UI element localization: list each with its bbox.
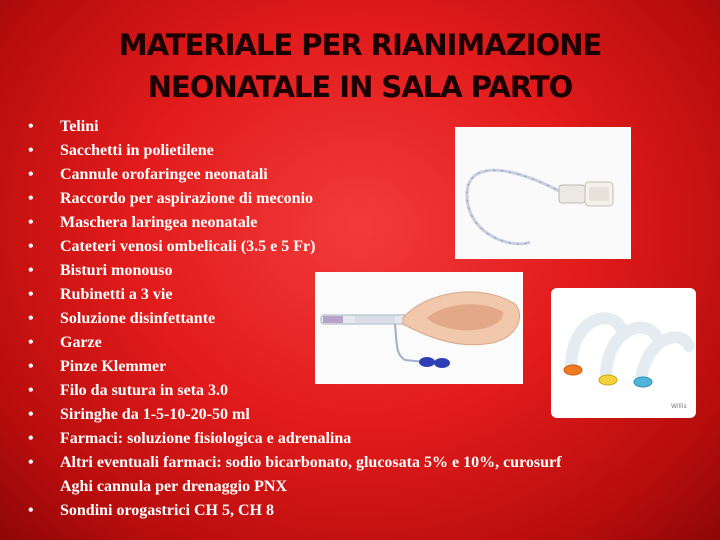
list-item xyxy=(28,451,561,475)
list-item-text: Altri eventuali farmaci: sodio bicarbonato, glucosata 5% e 10%, curosurf xyxy=(60,454,562,471)
bullet: • xyxy=(28,286,34,303)
list-item-text: Raccordo per aspirazione di meconio xyxy=(60,190,314,207)
list-item-text: Aghi cannula per drenaggio PNX xyxy=(60,478,287,495)
bullet: • xyxy=(28,142,34,159)
list-item-text: Garze xyxy=(60,334,102,351)
list-item-text: Maschera laringea neonatale xyxy=(60,214,258,231)
bullet: • xyxy=(28,334,34,351)
list-item xyxy=(28,427,561,451)
list-item-text: Sacchetti in polietilene xyxy=(60,142,214,159)
airways-image xyxy=(551,288,696,418)
bullet: • xyxy=(28,238,34,255)
list-item-text: Cateteri venosi ombelicali (3.5 e 5 Fr) xyxy=(60,238,316,255)
title-line-1: MATERIALE PER RIANIMAZIONE xyxy=(118,28,602,62)
bullet: • xyxy=(28,454,34,471)
bullet: • xyxy=(28,310,34,327)
title-line-2: NEONATALE IN SALA PARTO xyxy=(147,70,573,104)
list-item xyxy=(28,403,561,427)
list-item-text: Farmaci: soluzione fisiologica e adrenalina xyxy=(60,430,352,447)
list-item-text: Siringhe da 1-5-10-20-50 ml xyxy=(60,406,250,423)
bullet: • xyxy=(28,262,34,279)
bullet: • xyxy=(28,502,34,519)
list-item xyxy=(28,475,561,499)
bullet: • xyxy=(28,190,34,207)
list-item-text: Soluzione disinfettante xyxy=(60,310,216,327)
list-item-text: Telini xyxy=(60,118,99,135)
list-item xyxy=(28,499,561,523)
photo-caption: Willis xyxy=(671,403,687,410)
list-item-text: Filo da sutura in seta 3.0 xyxy=(60,382,229,399)
slide-title xyxy=(60,24,660,108)
bullet: • xyxy=(28,406,34,423)
list-item-text: Sondini orogastrici CH 5, CH 8 xyxy=(60,502,274,519)
airways-photo xyxy=(551,288,696,418)
list-item-text: Cannule orofaringee neonatali xyxy=(60,166,268,183)
list-item-text: Rubinetti a 3 vie xyxy=(60,286,173,303)
catheter-photo xyxy=(455,127,631,259)
bullet: • xyxy=(28,166,34,183)
catheter-image xyxy=(455,127,631,259)
list-item-text: Bisturi monouso xyxy=(60,262,173,279)
bullet: • xyxy=(28,430,34,447)
bullet: • xyxy=(28,358,34,375)
laryngeal-mask-image xyxy=(315,272,523,384)
bullet: • xyxy=(28,382,34,399)
laryngeal-mask-photo xyxy=(315,272,523,384)
bullet: • xyxy=(28,214,34,231)
list-item-text: Pinze Klemmer xyxy=(60,358,167,375)
bullet: • xyxy=(28,118,34,135)
